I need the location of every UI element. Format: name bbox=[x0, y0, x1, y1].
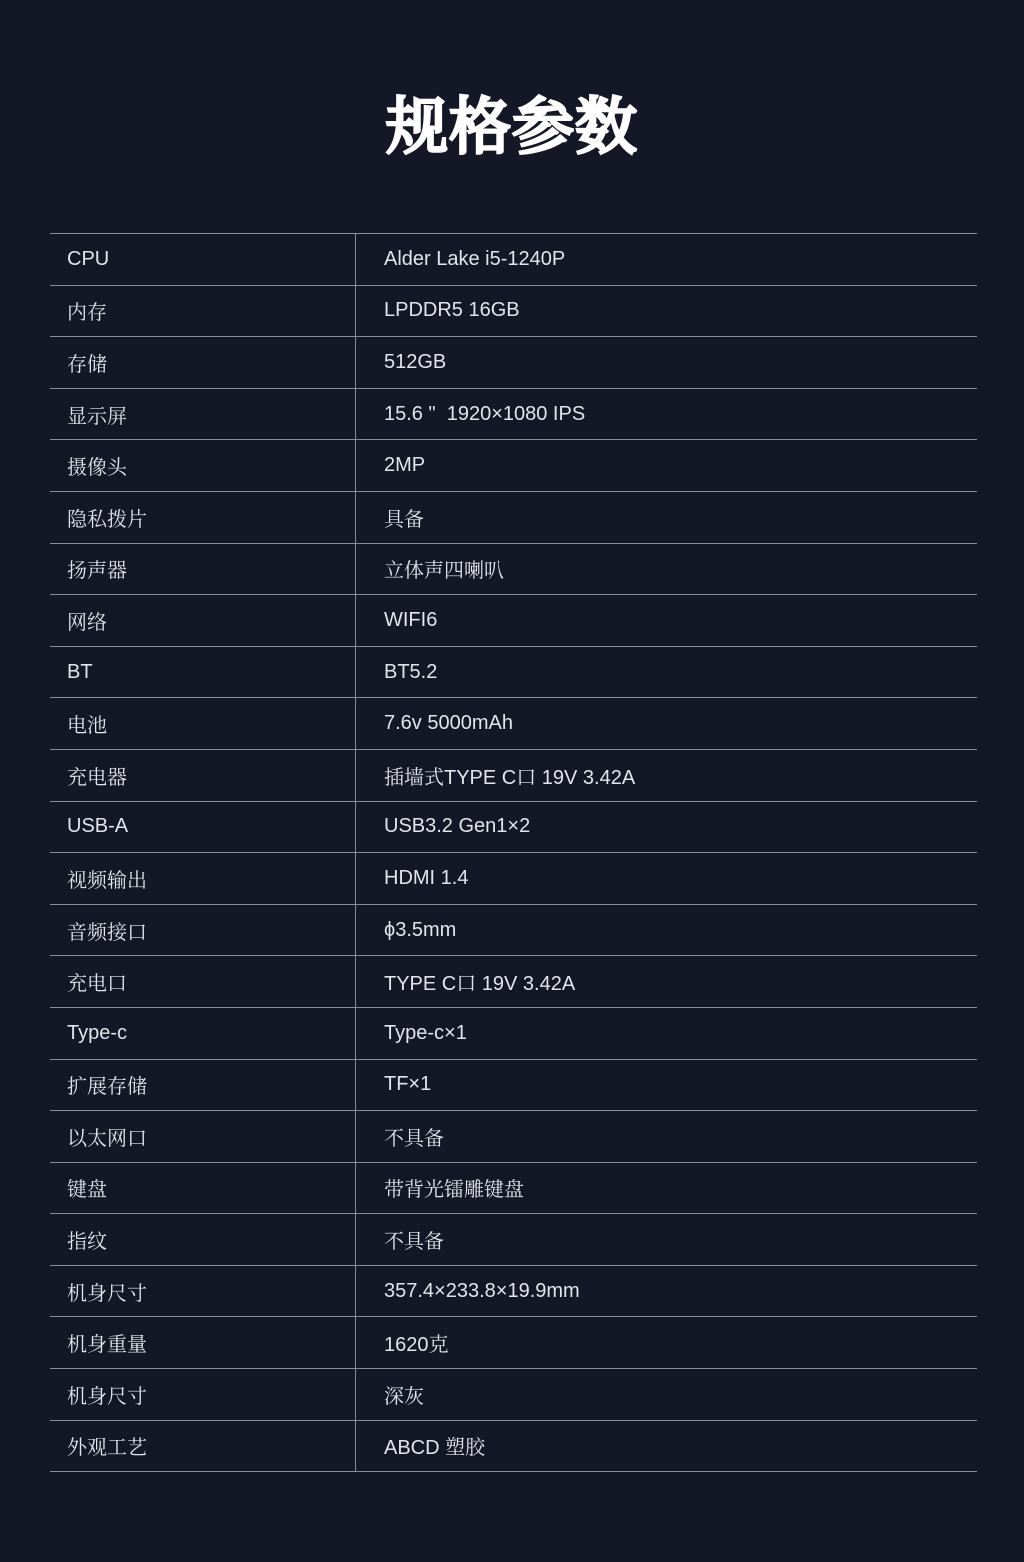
spec-label: 机身尺寸 bbox=[50, 1266, 356, 1317]
spec-row bbox=[50, 1266, 977, 1318]
spec-row bbox=[50, 234, 977, 286]
spec-label: 网络 bbox=[50, 595, 356, 646]
spec-row bbox=[50, 1008, 977, 1060]
spec-row bbox=[50, 1111, 977, 1163]
spec-row bbox=[50, 595, 977, 647]
spec-label: 扩展存储 bbox=[50, 1060, 356, 1111]
spec-value: Alder Lake i5-1240P bbox=[384, 247, 566, 270]
spec-table bbox=[50, 233, 977, 1472]
spec-label: 内存 bbox=[50, 286, 356, 337]
spec-value: TF×1 bbox=[384, 1073, 432, 1096]
spec-value: 深灰 bbox=[384, 1385, 424, 1408]
spec-value: HDMI 1.4 bbox=[384, 866, 469, 889]
spec-row bbox=[50, 750, 977, 802]
spec-label: 指纹 bbox=[50, 1214, 356, 1265]
spec-value: USB3.2 Gen1×2 bbox=[384, 815, 531, 838]
spec-row bbox=[50, 1163, 977, 1215]
spec-row bbox=[50, 905, 977, 957]
spec-row bbox=[50, 1369, 977, 1421]
spec-label: Type-c bbox=[50, 1008, 356, 1059]
spec-label: 外观工艺 bbox=[50, 1421, 356, 1472]
spec-label: 键盘 bbox=[50, 1163, 356, 1214]
spec-value: Type-c×1 bbox=[384, 1021, 467, 1044]
spec-row bbox=[50, 389, 977, 441]
spec-label: USB-A bbox=[50, 802, 356, 853]
spec-row bbox=[50, 286, 977, 338]
spec-value: ϕ3.5mm bbox=[384, 918, 457, 941]
spec-row bbox=[50, 853, 977, 905]
spec-label: 音频接口 bbox=[50, 905, 356, 956]
spec-label: 隐私拨片 bbox=[50, 492, 356, 543]
spec-row bbox=[50, 337, 977, 389]
spec-row bbox=[50, 544, 977, 596]
spec-row bbox=[50, 1317, 977, 1369]
spec-value: 具备 bbox=[384, 508, 424, 531]
spec-value: 15.6 " 1920×1080 IPS bbox=[384, 402, 586, 425]
spec-row bbox=[50, 1214, 977, 1266]
spec-row bbox=[50, 1060, 977, 1112]
spec-label: 视频输出 bbox=[50, 853, 356, 904]
spec-value: 512GB bbox=[384, 350, 447, 373]
spec-row bbox=[50, 492, 977, 544]
spec-label: 机身尺寸 bbox=[50, 1369, 356, 1420]
spec-value: 不具备 bbox=[384, 1127, 444, 1150]
spec-label: BT bbox=[50, 647, 356, 698]
spec-label: 扬声器 bbox=[50, 544, 356, 595]
spec-label: 显示屏 bbox=[50, 389, 356, 440]
spec-value: 1620克 bbox=[384, 1334, 449, 1357]
spec-value: 插墙式TYPE C口 19V 3.42A bbox=[384, 766, 636, 789]
spec-label: 存储 bbox=[50, 337, 356, 388]
spec-value: 不具备 bbox=[384, 1231, 444, 1254]
spec-row bbox=[50, 1421, 977, 1473]
spec-value: LPDDR5 16GB bbox=[384, 299, 520, 322]
spec-value: BT5.2 bbox=[384, 660, 438, 683]
spec-value: 2MP bbox=[384, 454, 426, 477]
spec-value: 立体声四喇叭 bbox=[384, 560, 504, 583]
spec-value: WIFI6 bbox=[384, 608, 438, 631]
spec-row bbox=[50, 647, 977, 699]
spec-label: 机身重量 bbox=[50, 1317, 356, 1368]
spec-value: TYPE C口 19V 3.42A bbox=[384, 973, 576, 996]
spec-row bbox=[50, 956, 977, 1008]
spec-value: ABCD 塑胶 bbox=[384, 1437, 486, 1460]
page-title: 规格参数 bbox=[385, 93, 638, 162]
spec-label: CPU bbox=[50, 234, 356, 285]
spec-label: 充电器 bbox=[50, 750, 356, 801]
spec-value: 7.6v 5000mAh bbox=[384, 712, 513, 735]
spec-row bbox=[50, 802, 977, 854]
spec-row bbox=[50, 698, 977, 750]
spec-label: 以太网口 bbox=[50, 1111, 356, 1162]
spec-row bbox=[50, 440, 977, 492]
spec-label: 充电口 bbox=[50, 956, 356, 1007]
spec-label: 电池 bbox=[50, 698, 356, 749]
spec-label: 摄像头 bbox=[50, 440, 356, 491]
spec-value: 带背光镭雕键盘 bbox=[384, 1179, 524, 1202]
spec-value: 357.4×233.8×19.9mm bbox=[384, 1279, 580, 1302]
